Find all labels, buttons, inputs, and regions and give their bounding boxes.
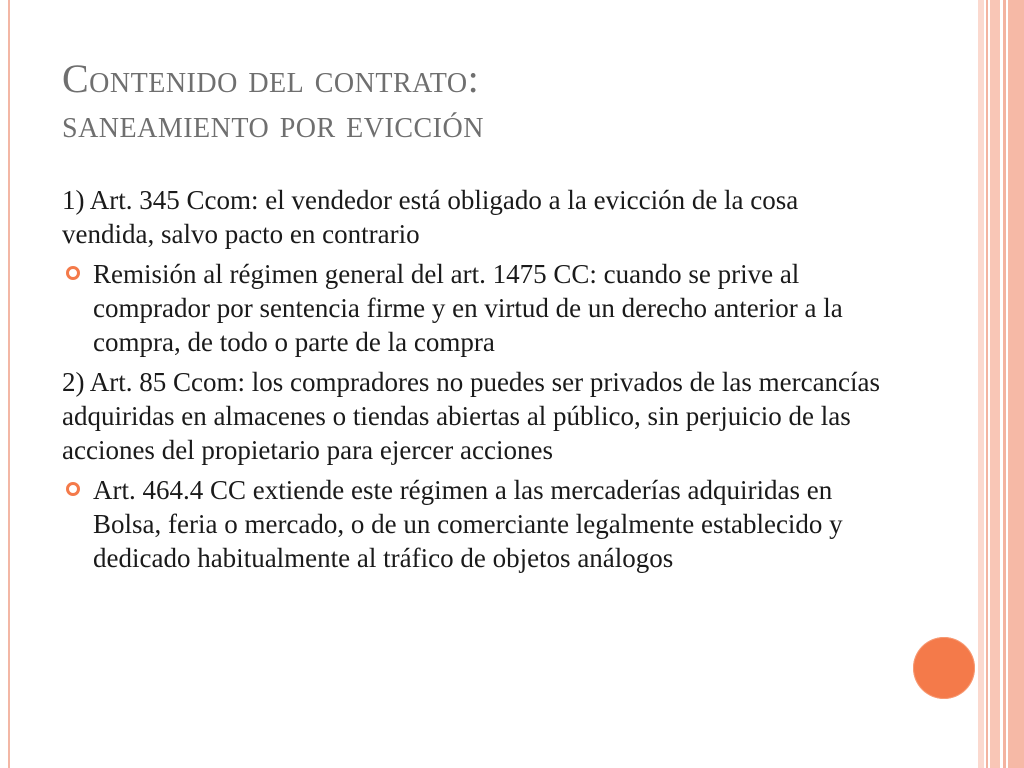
right-stripe [1008, 0, 1024, 768]
right-stripe [1003, 0, 1006, 768]
slide-body [62, 183, 892, 581]
paragraph-art-85 [62, 365, 892, 467]
slide-title-line-2: saneamiento por evicción [62, 101, 484, 146]
bullet-ring-icon [65, 265, 81, 281]
right-stripe [990, 0, 1000, 768]
bullet-text: Art. 464.4 CC extiende este régimen a las mercaderías adquiridas en Bolsa, feria o mercado, o de un comerciante legalmente establecido y dedicado habitualmente al tráfico de objetos análogos [93, 475, 843, 573]
slide-title-line-1: Contenido del contrato: [62, 56, 480, 101]
bullet-text: Remisión al régimen general del art. 1475 CC: cuando se prive al comprador por sentencia firme y en virtud de un derecho anterior a la compra, de todo o parte de la compra [93, 259, 843, 357]
bullet-item-remision [62, 257, 892, 359]
paragraph-text: 1) Art. 345 Ccom: el vendedor está obligado a la evicción de la cosa vendida, salvo pacto en contrario [62, 185, 799, 249]
decorative-circle [913, 637, 975, 699]
right-stripe [978, 0, 984, 768]
left-border-line [8, 0, 10, 768]
right-stripe [986, 0, 988, 768]
bullet-item-art-464 [62, 473, 892, 575]
slide-title [62, 56, 922, 146]
paragraph-art-345 [62, 183, 892, 251]
bullet-ring-icon [65, 481, 81, 497]
paragraph-text: 2) Art. 85 Ccom: los compradores no puedes ser privados de las mercancías adquiridas en almacenes o tiendas abiertas al público, sin perjuicio de las acciones del propietario para ejercer acciones [62, 367, 881, 465]
